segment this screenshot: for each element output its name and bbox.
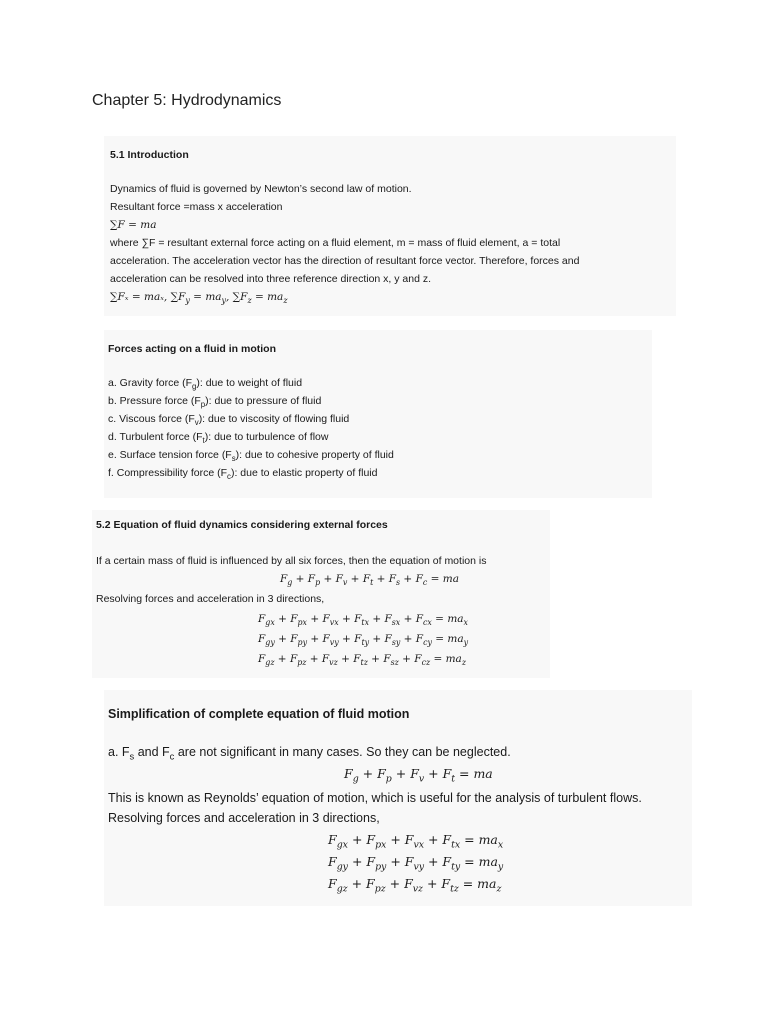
simplification-equation-z: $F_{gz} + F_{pz} + F_{vz} + F_{tz} = ma_z$ [328,876,502,895]
equation-heading: 5.2 Equation of fluid dynamics considering external forces [96,519,388,531]
intro-equation: ∑Fₓ = maₓ, $\sum F_y = ma_y$, $\sum F_z = ma_z$ [110,291,288,306]
simplification-heading: Simplification of complete equation of fluid motion [108,707,410,721]
equation-z: $F_{gz} + F_{pz} + F_{vz} + F_{tz} + F_{sz} + F_{cz} = ma_z$ [258,653,466,668]
forces-section [104,330,652,498]
equation-text: If a certain mass of fluid is influenced by all six forces, then the equation of motion is [96,555,487,567]
chapter-title: Chapter 5: Hydrodynamics [92,92,282,109]
simplification-equation-y: $F_{gy} + F_{py} + F_{vy} + F_{ty} = ma_y$ [328,854,504,873]
force-item: b. Pressure force $(F_p)$: due to pressure of fluid [108,395,322,410]
intro-heading: 5.1 Introduction [110,149,189,161]
intro-line: where ∑F = resultant external force acting on a fluid element, m = mass of fluid element, a = total [110,237,561,249]
intro-line: acceleration can be resolved into three reference direction x, y and z. [110,273,432,285]
simplification-text: a. $F_s$ and $F_c$ are not significant in many cases. So they can be neglected. [108,745,511,762]
simplification-section [104,690,692,906]
intro-equation: ∑F = ma [110,219,157,231]
force-item: d. Turbulent force $(F_t)$: due to turbulence of flow [108,431,329,446]
equation-text: Resolving forces and acceleration in 3 directions, [96,593,325,605]
force-item: e. Surface tension force $(F_s)$: due to cohesive property of fluid [108,449,394,464]
force-item: f. Compressibility force $(F_c)$: due to elastic property of fluid [108,467,378,482]
simplification-text: Resolving forces and acceleration in 3 directions, [108,811,380,825]
intro-line: Dynamics of fluid is governed by Newton’s second law of motion. [110,183,412,195]
simplification-equation-main: $F_g + F_p + F_v + F_t$ = ma [344,766,493,785]
force-item: c. Viscous force $(F_v)$: due to viscosity of flowing fluid [108,413,350,428]
equation-main: $F_g + F_p + F_v + F_t + F_s + F_c$ = ma [280,573,459,588]
intro-line: acceleration. The acceleration vector has the direction of resultant force vector. Therefore, forces and [110,255,580,267]
intro-line: Resultant force =mass x acceleration [110,201,283,213]
equation-y: $F_{gy} + F_{py} + F_{vy} + F_{ty} + F_{sy} + F_{cy} = ma_y$ [258,633,469,648]
equation-x: $F_{gx} + F_{px} + F_{vx} + F_{tx} + F_{sx} + F_{cx} = ma_x$ [258,613,468,628]
equation-section [92,510,550,678]
simplification-text: This is known as Reynolds’ equation of motion, which is useful for the analysis of turbulent flows. [108,791,642,805]
intro-section [104,136,676,316]
simplification-equation-x: $F_{gx} + F_{px} + F_{vx} + F_{tx} = ma_x$ [328,832,504,851]
force-item: a. Gravity force $(F_g)$: due to weight of fluid [108,377,303,392]
forces-heading: Forces acting on a fluid in motion [108,343,277,355]
